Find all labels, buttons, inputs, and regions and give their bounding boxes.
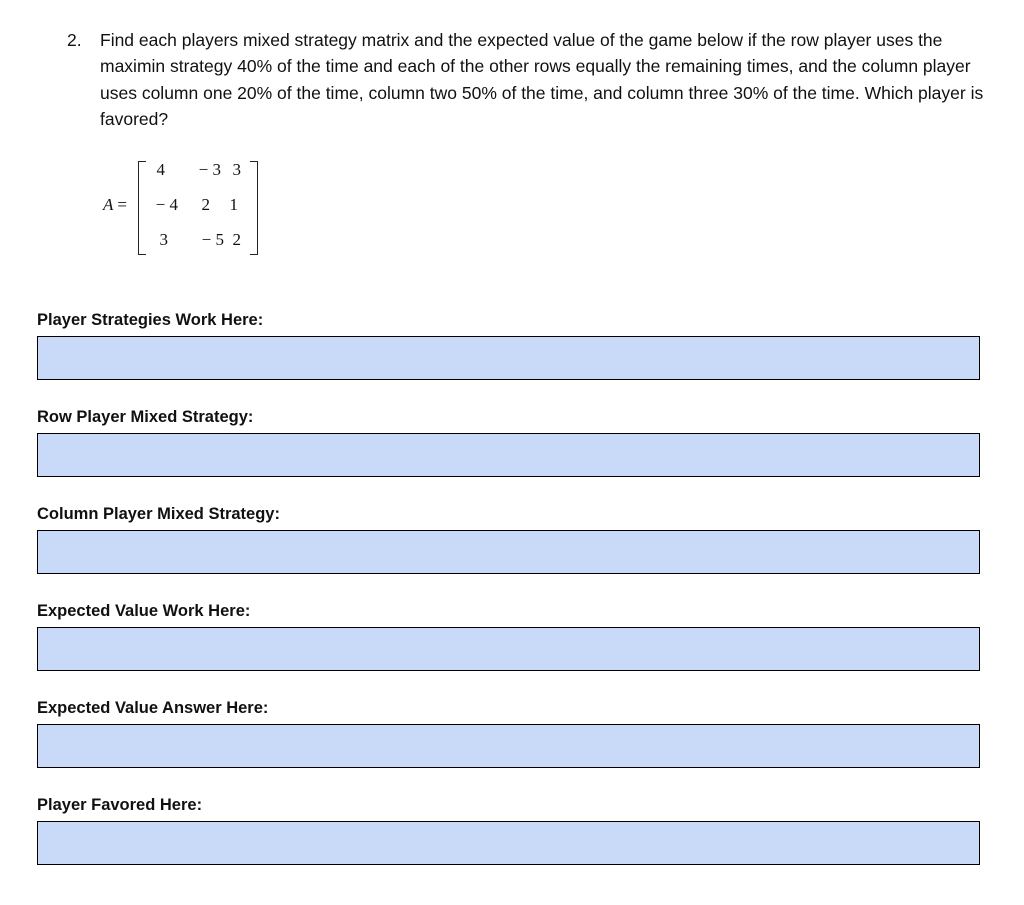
matrix-cell-r1-c1: 4 bbox=[156, 160, 165, 179]
payoff-matrix bbox=[100, 155, 270, 257]
matrix-cell-r1-c3: 3 bbox=[232, 160, 241, 179]
question-text: Find each players mixed strategy matrix and the expected value of the game below if the row player uses the maximin strategy 40% of the time and each of the other rows equally the remaining times, and the column player uses column one 20% of the time, column two 50% of the time, and column three 30% of the time. Which player is favored? bbox=[100, 30, 984, 129]
player-strategies-work-label: Player Strategies Work Here: bbox=[37, 311, 264, 329]
matrix-cell-r2-c1: − 4 bbox=[155, 195, 178, 214]
row-player-mixed-strategy-box[interactable] bbox=[37, 433, 980, 477]
matrix-cell-r3-c1: 3 bbox=[159, 230, 168, 249]
matrix-label bbox=[103, 195, 127, 215]
player-strategies-work-box[interactable] bbox=[37, 336, 980, 380]
expected-value-answer-label: Expected Value Answer Here: bbox=[37, 699, 269, 717]
expected-value-work-box[interactable] bbox=[37, 627, 980, 671]
expected-value-answer-box[interactable] bbox=[37, 724, 980, 768]
player-favored-box[interactable] bbox=[37, 821, 980, 865]
column-player-mixed-strategy-box[interactable] bbox=[37, 530, 980, 574]
question-number: 2. bbox=[67, 30, 82, 50]
player-favored-label: Player Favored Here: bbox=[37, 796, 203, 814]
column-player-mixed-strategy-label: Column Player Mixed Strategy: bbox=[37, 505, 280, 523]
matrix-cell-r3-c2: − 5 bbox=[201, 230, 224, 249]
matrix-name: A bbox=[103, 195, 114, 214]
matrix-cell-r2-c3: 1 bbox=[229, 195, 238, 214]
matrix-cell-r1-c2: − 3 bbox=[198, 160, 221, 179]
matrix-cell-r3-c3: 2 bbox=[232, 230, 241, 249]
expected-value-work-label: Expected Value Work Here: bbox=[37, 602, 251, 620]
matrix-right-bracket bbox=[250, 161, 258, 255]
matrix-equals: = bbox=[117, 195, 127, 214]
matrix-cell-r2-c2: 2 bbox=[201, 195, 210, 214]
row-player-mixed-strategy-label: Row Player Mixed Strategy: bbox=[37, 408, 254, 426]
